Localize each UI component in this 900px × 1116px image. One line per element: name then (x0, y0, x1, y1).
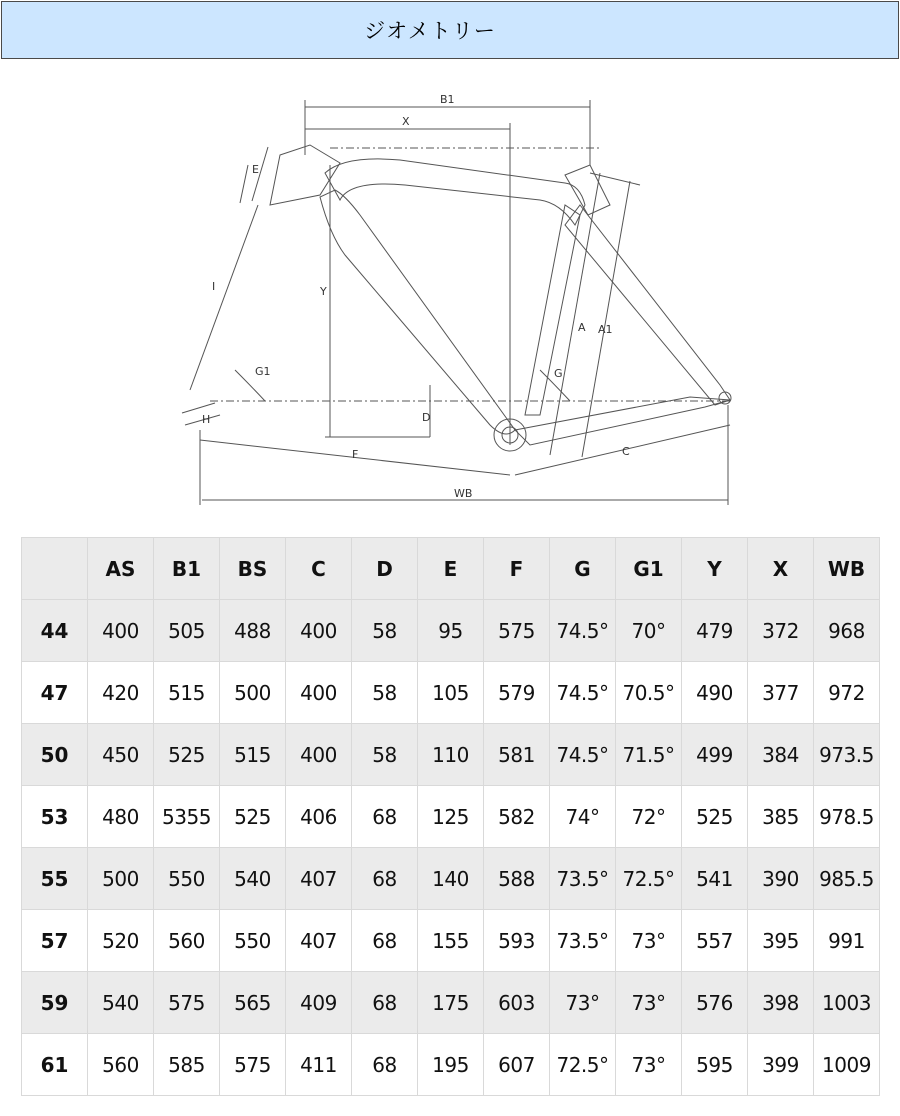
table-cell: 175 (418, 972, 484, 1034)
table-cell: 400 (286, 662, 352, 724)
table-cell: 68 (352, 910, 418, 972)
table-cell: 480 (88, 786, 154, 848)
table-cell: 73° (550, 972, 616, 1034)
label-wb: WB (454, 487, 473, 500)
table-cell: 525 (220, 786, 286, 848)
table-cell: 603 (484, 972, 550, 1034)
table-cell: 74° (550, 786, 616, 848)
column-header: G1 (616, 538, 682, 600)
table-cell: 968 (814, 600, 880, 662)
table-cell: 1009 (814, 1034, 880, 1096)
table-cell: 372 (748, 600, 814, 662)
table-cell: 450 (88, 724, 154, 786)
table-cell: 384 (748, 724, 814, 786)
column-header: C (286, 538, 352, 600)
table-cell: 479 (682, 600, 748, 662)
column-header: WB (814, 538, 880, 600)
label-c: C (622, 445, 630, 458)
table-cell: 399 (748, 1034, 814, 1096)
table-cell: 540 (220, 848, 286, 910)
table-cell: 550 (220, 910, 286, 972)
label-i: I (212, 280, 216, 293)
table-cell: 500 (220, 662, 286, 724)
table-cell: 73° (616, 972, 682, 1034)
table-cell: 515 (220, 724, 286, 786)
column-header: X (748, 538, 814, 600)
label-y: Y (320, 285, 327, 298)
table-cell: 105 (418, 662, 484, 724)
frame-size-cell: 44 (22, 600, 88, 662)
table-cell: 560 (154, 910, 220, 972)
table-cell: 74.5° (550, 662, 616, 724)
table-cell: 525 (154, 724, 220, 786)
table-cell: 972 (814, 662, 880, 724)
table-cell: 398 (748, 972, 814, 1034)
table-cell: 407 (286, 848, 352, 910)
frame-diagram-svg (170, 85, 740, 515)
frame-geometry-diagram (170, 85, 740, 515)
table-cell: 576 (682, 972, 748, 1034)
table-cell: 575 (484, 600, 550, 662)
label-e: E (252, 163, 259, 176)
table-cell: 581 (484, 724, 550, 786)
table-cell: 585 (154, 1034, 220, 1096)
label-d: D (422, 411, 431, 424)
table-cell: 125 (418, 786, 484, 848)
label-a1: A1 (598, 323, 613, 336)
frame-size-cell: 59 (22, 972, 88, 1034)
table-cell: 68 (352, 848, 418, 910)
table-cell: 1003 (814, 972, 880, 1034)
table-cell: 550 (154, 848, 220, 910)
table-cell: 72.5° (616, 848, 682, 910)
table-cell: 525 (682, 786, 748, 848)
frame-size-cell: 50 (22, 724, 88, 786)
table-cell: 68 (352, 972, 418, 1034)
table-cell: 70.5° (616, 662, 682, 724)
table-cell: 400 (286, 724, 352, 786)
table-cell: 505 (154, 600, 220, 662)
column-header: AS (88, 538, 154, 600)
column-header: B1 (154, 538, 220, 600)
table-row (22, 1034, 880, 1096)
table-cell: 595 (682, 1034, 748, 1096)
table-cell: 973.5 (814, 724, 880, 786)
table-row (22, 848, 880, 910)
table-row (22, 662, 880, 724)
table-cell: 557 (682, 910, 748, 972)
table-cell: 575 (220, 1034, 286, 1096)
table-row (22, 910, 880, 972)
table-cell: 73.5° (550, 848, 616, 910)
table-cell: 565 (220, 972, 286, 1034)
label-g1: G1 (255, 365, 271, 378)
table-cell: 95 (418, 600, 484, 662)
table-cell: 72.5° (550, 1034, 616, 1096)
table-cell: 68 (352, 786, 418, 848)
table-cell: 575 (154, 972, 220, 1034)
table-cell: 582 (484, 786, 550, 848)
table-cell: 540 (88, 972, 154, 1034)
label-a: A (578, 321, 586, 334)
table-cell: 593 (484, 910, 550, 972)
table-cell: 385 (748, 786, 814, 848)
table-cell: 395 (748, 910, 814, 972)
table-cell: 488 (220, 600, 286, 662)
table-row (22, 724, 880, 786)
table-cell: 71.5° (616, 724, 682, 786)
frame-size-cell: 53 (22, 786, 88, 848)
table-cell: 390 (748, 848, 814, 910)
table-cell: 377 (748, 662, 814, 724)
label-x: X (402, 115, 410, 128)
table-cell: 985.5 (814, 848, 880, 910)
column-header: BS (220, 538, 286, 600)
table-cell: 73.5° (550, 910, 616, 972)
table-cell: 406 (286, 786, 352, 848)
page-title: ジオメトリー (364, 19, 496, 43)
table-cell: 411 (286, 1034, 352, 1096)
table-cell: 991 (814, 910, 880, 972)
table-body (22, 600, 880, 1096)
frame-size-cell: 57 (22, 910, 88, 972)
table-cell: 74.5° (550, 600, 616, 662)
column-header: D (352, 538, 418, 600)
table-cell: 58 (352, 724, 418, 786)
column-header: F (484, 538, 550, 600)
table-cell: 70° (616, 600, 682, 662)
column-header: E (418, 538, 484, 600)
table-cell: 140 (418, 848, 484, 910)
table-cell: 607 (484, 1034, 550, 1096)
table-header-row (22, 538, 880, 600)
frame-size-cell: 47 (22, 662, 88, 724)
table-cell: 407 (286, 910, 352, 972)
label-b1: B1 (440, 93, 455, 106)
table-cell: 74.5° (550, 724, 616, 786)
column-header: Y (682, 538, 748, 600)
table-cell: 5355 (154, 786, 220, 848)
table-row (22, 972, 880, 1034)
table-cell: 73° (616, 910, 682, 972)
table-cell: 978.5 (814, 786, 880, 848)
table-cell: 72° (616, 786, 682, 848)
table-cell: 500 (88, 848, 154, 910)
table-cell: 73° (616, 1034, 682, 1096)
table-cell: 579 (484, 662, 550, 724)
table-cell: 195 (418, 1034, 484, 1096)
column-header: G (550, 538, 616, 600)
table-cell: 68 (352, 1034, 418, 1096)
table-cell: 400 (286, 600, 352, 662)
table-cell: 58 (352, 662, 418, 724)
table-cell: 155 (418, 910, 484, 972)
geometry-table (21, 537, 880, 1096)
table-row (22, 600, 880, 662)
table-cell: 420 (88, 662, 154, 724)
table-cell: 110 (418, 724, 484, 786)
frame-size-cell: 55 (22, 848, 88, 910)
label-g: G (554, 367, 563, 380)
table-cell: 560 (88, 1034, 154, 1096)
label-h: H (202, 413, 211, 426)
label-f: F (352, 448, 359, 461)
frame-size-cell: 61 (22, 1034, 88, 1096)
table-cell: 541 (682, 848, 748, 910)
table-cell: 490 (682, 662, 748, 724)
table-cell: 499 (682, 724, 748, 786)
table-cell: 409 (286, 972, 352, 1034)
table-cell: 520 (88, 910, 154, 972)
table-cell: 588 (484, 848, 550, 910)
table-row (22, 786, 880, 848)
table-cell: 58 (352, 600, 418, 662)
title-bar (1, 1, 899, 59)
header-corner-cell (22, 538, 88, 600)
table-cell: 400 (88, 600, 154, 662)
table-cell: 515 (154, 662, 220, 724)
